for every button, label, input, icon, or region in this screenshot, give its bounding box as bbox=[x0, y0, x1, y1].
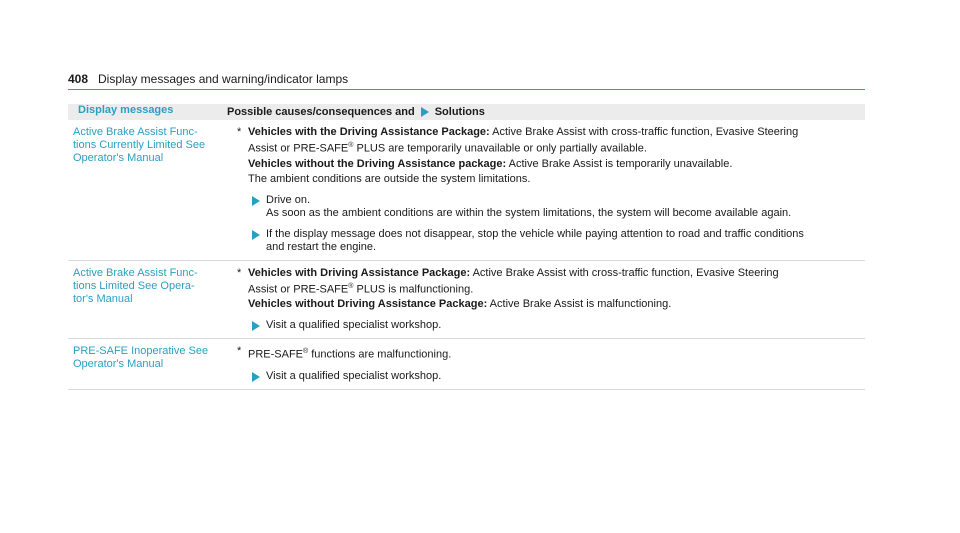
col-header-causes-prefix: Possible causes/consequences and bbox=[227, 105, 415, 118]
causes-cell bbox=[226, 126, 865, 254]
cause-text: Active Brake Assist is malfunctioning. bbox=[487, 298, 672, 311]
registered-mark: ® bbox=[348, 282, 354, 290]
cause-block bbox=[237, 266, 865, 312]
cause-text: Active Brake Assist with cross-traffic function, Evasive Steering bbox=[489, 126, 799, 138]
solution-step bbox=[252, 370, 865, 383]
solution-text: As soon as the ambient conditions are within the system limitations, the system will become available again. bbox=[266, 206, 792, 219]
solution-text: and restart the engine. bbox=[266, 240, 377, 253]
cause-text: The ambient conditions are outside the system limitations. bbox=[248, 172, 531, 185]
col-header-causes bbox=[221, 104, 865, 120]
cause-text: Assist or PRE-SAFE bbox=[248, 283, 349, 296]
asterisk: * bbox=[237, 266, 242, 279]
arrow-icon bbox=[421, 107, 429, 117]
cause-text: PLUS are temporarily unavailable or only partially available. bbox=[353, 142, 647, 155]
page-header bbox=[68, 72, 865, 90]
cause-bold: Vehicles with Driving Assistance Package: bbox=[248, 266, 471, 279]
solution-text: If the display message does not disappear, stop the vehicle while paying attention to road and traffic conditions bbox=[266, 227, 804, 240]
arrow-icon bbox=[252, 372, 260, 382]
cause-bold: Vehicles with the Driving Assistance Package: bbox=[248, 126, 490, 138]
solution-text: Visit a qualified specialist workshop. bbox=[266, 369, 442, 382]
solution-text: Drive on. bbox=[266, 193, 311, 206]
display-message: PRE-SAFE Inoperative See Operator's Manual bbox=[73, 345, 209, 371]
arrow-icon bbox=[252, 196, 260, 206]
asterisk: * bbox=[237, 126, 242, 138]
solution-step bbox=[252, 194, 865, 220]
table-row bbox=[68, 120, 865, 260]
solution-step bbox=[252, 319, 865, 332]
registered-mark: ® bbox=[303, 348, 309, 356]
display-message: Active Brake Assist Func- tions Limited See Opera- tor's Manual bbox=[73, 266, 198, 305]
messages-table bbox=[68, 104, 865, 390]
arrow-icon bbox=[252, 321, 260, 331]
cause-text: functions are malfunctioning. bbox=[308, 348, 452, 361]
cause-block bbox=[237, 345, 865, 362]
cause-text: Active Brake Assist with cross-traffic function, Evasive Steering bbox=[470, 266, 779, 279]
page-title: Display messages and warning/indicator lamps bbox=[98, 72, 349, 86]
table-header bbox=[68, 104, 865, 120]
cause-block bbox=[237, 126, 865, 186]
causes-cell bbox=[226, 345, 865, 383]
solution-text: Visit a qualified specialist workshop. bbox=[266, 319, 442, 332]
cause-text: PRE-SAFE bbox=[248, 348, 304, 361]
display-message: Active Brake Assist Func- tions Currently Limited See Operator's Manual bbox=[73, 126, 206, 164]
col-header-display-messages: Display messages bbox=[78, 104, 174, 116]
table-row bbox=[68, 260, 865, 339]
table-row bbox=[68, 338, 865, 389]
causes-cell bbox=[226, 267, 865, 333]
cause-bold: Vehicles without the Driving Assistance package: bbox=[248, 157, 507, 170]
col-header-solutions: Solutions bbox=[434, 105, 485, 118]
cause-bold: Vehicles without Driving Assistance Package: bbox=[248, 298, 488, 311]
asterisk: * bbox=[237, 345, 242, 358]
solution-step bbox=[252, 228, 865, 254]
cause-text: Active Brake Assist is temporarily unavailable. bbox=[506, 157, 733, 170]
page-number: 408 bbox=[68, 72, 89, 86]
arrow-icon bbox=[252, 230, 260, 240]
cause-text: PLUS is malfunctioning. bbox=[353, 283, 474, 296]
cause-text: Assist or PRE-SAFE bbox=[248, 142, 349, 155]
registered-mark: ® bbox=[348, 142, 354, 149]
